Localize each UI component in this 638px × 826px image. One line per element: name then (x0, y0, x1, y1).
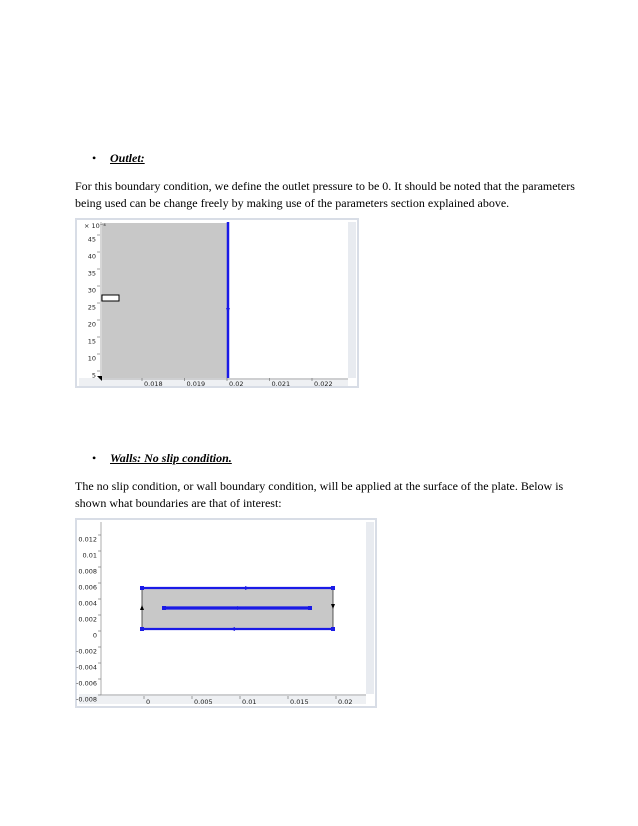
y-tick-label: 5 (91, 371, 96, 380)
inlet-stub (102, 295, 119, 301)
x-tick-label: 0.018 (144, 380, 163, 388)
x-tick-label: 0.02 (229, 380, 244, 388)
y-tick-label: 40 (87, 252, 96, 261)
outlet-bullet (92, 151, 292, 167)
y-tick-label: 45 (87, 235, 96, 244)
y-tick-label: 0.012 (78, 535, 97, 544)
y-tick-label: 0.01 (82, 551, 97, 560)
walls-paragraph (75, 478, 575, 512)
outlet-boundary-figure (75, 218, 359, 388)
walls-paragraph-line-1: The no slip condition, or wall boundary condition, will be applied at the surface of the plate. Below is (75, 479, 564, 493)
axis-strip-bottom (79, 694, 366, 704)
y-tick-label: -0.002 (76, 647, 97, 656)
walls-boundary-figure (75, 518, 377, 708)
outlet-heading: Outlet: (110, 151, 145, 165)
y-tick-label: -0.006 (76, 679, 97, 688)
vertex-marker (140, 586, 144, 590)
vertex-marker (331, 627, 335, 631)
scrollbar-right (348, 222, 356, 378)
bullet-dot: • (92, 451, 97, 465)
y-tick-label: 25 (87, 303, 96, 312)
y-tick-label: -0.008 (76, 695, 97, 704)
bullet-dot: • (92, 151, 97, 165)
x-tick-label: 0 (146, 698, 151, 706)
x-tick-label: 0.015 (290, 698, 309, 706)
y-tick-label: -0.004 (76, 663, 97, 672)
walls-paragraph-line-2: shown what boundaries are that of interest: (75, 496, 282, 510)
outlet-boundary-plot (75, 218, 359, 388)
y-tick-label: 0.002 (78, 615, 97, 624)
vertex-marker (308, 606, 312, 610)
vertex-marker (140, 627, 144, 631)
vertex-marker (162, 606, 166, 610)
walls-boundary-plot (75, 518, 377, 708)
walls-bullet (92, 451, 312, 467)
x-tick-label: 0.01 (242, 698, 257, 706)
x-tick-label: 0.02 (338, 698, 353, 706)
x-tick-label: 0.005 (194, 698, 213, 706)
y-tick-label: 0.008 (78, 567, 97, 576)
y-tick-label: 35 (87, 269, 96, 278)
x-tick-label: 0.021 (271, 380, 291, 388)
y-tick-label: 10 (87, 354, 96, 363)
outlet-paragraph-line-1: For this boundary condition, we define the outlet pressure to be 0. It should be noted that the parameters (75, 179, 575, 193)
outlet-paragraph-line-2: being used can be change freely by making use of the parameters section explained above. (75, 196, 510, 210)
y-tick-label: 0.004 (78, 599, 97, 608)
y-tick-label: 30 (87, 286, 96, 295)
y-tick-label: 0 (92, 631, 97, 640)
y-tick-label: 0.006 (78, 583, 97, 592)
walls-heading: Walls: No slip condition. (110, 451, 232, 465)
exponent-label: × 10⁻⁴ (84, 222, 106, 230)
outlet-paragraph (75, 178, 575, 212)
fluid-domain (102, 223, 228, 378)
x-tick-label: 0.022 (314, 380, 333, 388)
x-tick-label: 0.019 (186, 380, 206, 388)
y-tick-label: 20 (87, 320, 96, 329)
vertex-marker (331, 586, 335, 590)
scrollbar-right (366, 522, 374, 694)
y-tick-label: 15 (87, 337, 96, 346)
